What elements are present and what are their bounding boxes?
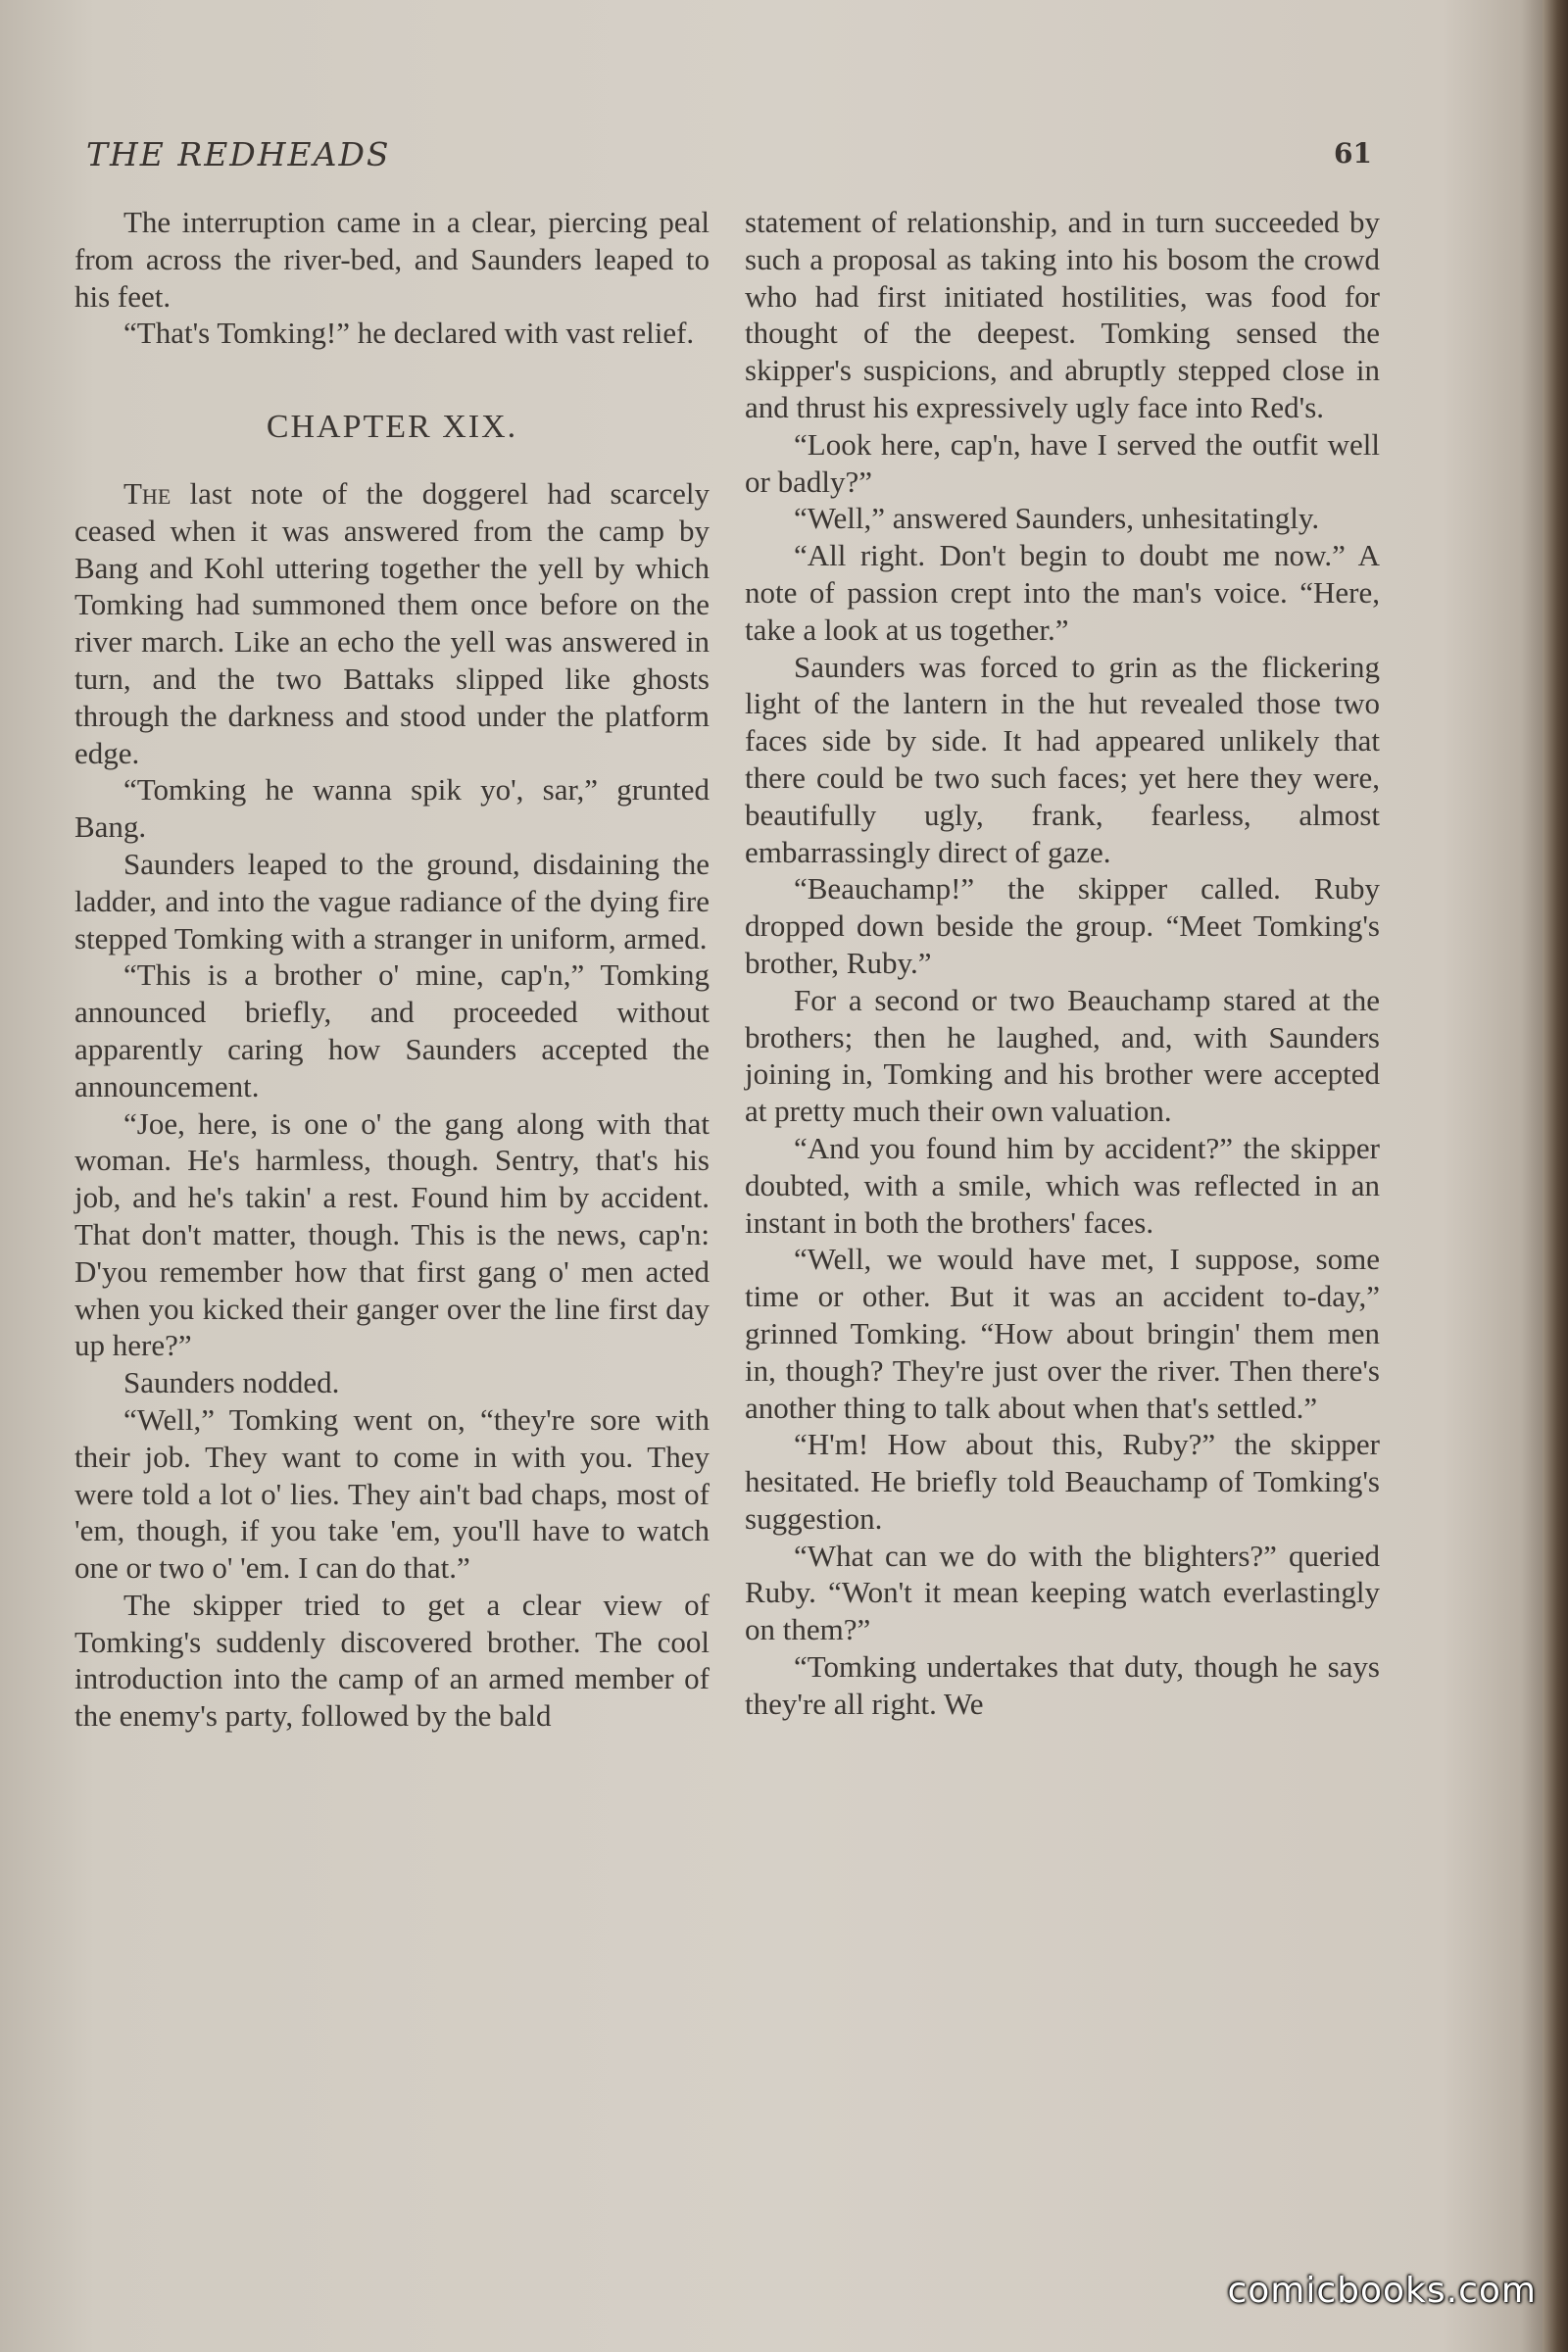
drop-word: The [123, 475, 172, 511]
right-column [745, 204, 1380, 1723]
paragraph: Saunders nodded. [123, 1365, 340, 1400]
paragraph: “That's Tomking!” he declared with vast relief. [123, 316, 695, 351]
page-number: 61 [1334, 137, 1372, 170]
page-header [86, 135, 1372, 184]
paragraph: “Well, we would have met, I suppose, some time or other. But it was an accident to-day,” grinned Tomking. “How about bringin' them men in, though? They're just over the river. Then there's another thing to talk about when that's settled.” [745, 1242, 1380, 1425]
paragraph: “Beauchamp!” the skipper called. Ruby dropped down beside the group. “Meet Tomking's brother, Ruby.” [745, 871, 1380, 980]
watermark: comicbooks.com [1227, 2271, 1537, 2311]
paragraph: The interruption came in a clear, piercing peal from across the river-bed, and Saunders leaped to his feet. [74, 205, 710, 314]
paragraph: For a second or two Beauchamp stared at the brothers; then he laughed, and, with Saunders joining in, Tomking and his brother were accepted at pretty much their own valuation. [745, 982, 1380, 1129]
page-edge [1543, 0, 1568, 2352]
running-title: THE REDHEADS [86, 135, 391, 173]
chapter-heading: CHAPTER XIX. [266, 409, 518, 446]
paragraph: “Well,” Tomking went on, “they're sore with their job. They want to come in with you. They were told a lot o' lies. They ain't bad chaps, most of 'em, though, if you take 'em, you'll have to watch one or two o' 'em. I can do that.” [74, 1401, 710, 1586]
paragraph [74, 475, 710, 771]
paragraph: The skipper tried to get a clear view of Tomking's suddenly discovered brother. The cool introduction into the camp of an armed member of the enemy's party, followed by the bald [74, 1587, 710, 1734]
paragraph: “Well,” answered Saunders, unhesitatingly. [794, 501, 1320, 536]
paragraph: “And you found him by accident?” the skipper doubted, with a smile, which was reflected in an instant in both the brothers' faces. [745, 1130, 1380, 1240]
paragraph: Saunders was forced to grin as the flickering light of the lantern in the hut revealed those two faces side by side. It had appeared unlikely that there could be two such faces; yet here they were, beautifully ugly, frank, fearless, almost embarrassingly direct of gaze. [745, 649, 1380, 869]
paragraph: Saunders leaped to the ground, disdaining the ladder, and into the vague radiance of the dying fire stepped Tomking with a stranger in uniform, armed. [74, 846, 710, 956]
paragraph-text: last note of the doggerel had scarcely ceased when it was answered from the camp by Bang and Kohl uttering together the yell by which Tomking had summoned them once before on the river march. Like an echo the yell was answered in turn, and the two Battaks slipped like ghosts through the darkness and stood under the platform edge. [74, 475, 710, 770]
paragraph: “What can we do with the blighters?” queried Ruby. “Won't it mean keeping watch everlastingly on them?” [745, 1538, 1380, 1647]
paragraph: “Joe, here, is one o' the gang along with that woman. He's harmless, though. Sentry, that's his job, and he's takin' a rest. Found him by accident. That don't matter, though. This is the news, cap'n: D'you remember how that first gang o' men acted when you kicked their ganger over the line first day up here?” [74, 1105, 710, 1363]
paragraph: “Tomking he wanna spik yo', sar,” grunted Bang. [74, 772, 710, 845]
left-column [74, 204, 710, 1735]
paragraph: “H'm! How about this, Ruby?” the skipper hesitated. He briefly told Beauchamp of Tomking's suggestion. [745, 1427, 1380, 1536]
paragraph: statement of relationship, and in turn succeeded by such a proposal as taking into his bosom the crowd who had first initiated hostilities, was food for thought of the deepest. Tomking sensed the skipper's suspicions, and abruptly stepped close in and thrust his expressively ugly face into Red's. [745, 205, 1380, 424]
paragraph: “All right. Don't begin to doubt me now.” A note of passion crept into the man's voice. “Here, take a look at us together.” [745, 538, 1380, 647]
paragraph: “Look here, cap'n, have I served the outfit well or badly?” [745, 426, 1380, 499]
paragraph: “Tomking undertakes that duty, though he says they're all right. We [745, 1649, 1380, 1721]
paragraph: “This is a brother o' mine, cap'n,” Tomking announced briefly, and proceeded without apparently caring how Saunders accepted the announcement. [74, 957, 710, 1103]
